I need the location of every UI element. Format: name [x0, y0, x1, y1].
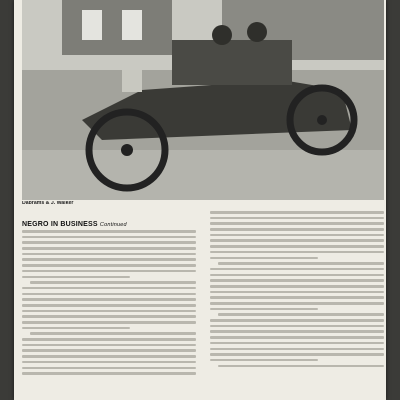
text-line-placeholder	[210, 336, 384, 339]
text-line-placeholder	[218, 365, 384, 368]
text-line-placeholder	[210, 217, 384, 220]
text-line-placeholder	[210, 353, 384, 356]
text-line-placeholder	[22, 236, 196, 239]
right-text-lines	[210, 211, 384, 367]
text-line-placeholder	[22, 315, 196, 318]
text-line-placeholder	[22, 310, 196, 313]
text-line-placeholder	[22, 344, 196, 347]
text-line-placeholder	[210, 302, 384, 305]
continued-label: Continued	[99, 222, 127, 228]
text-line-placeholder	[30, 332, 196, 335]
text-line-placeholder	[210, 268, 384, 271]
text-line-placeholder	[22, 276, 130, 279]
text-line-placeholder	[210, 211, 384, 214]
text-line-placeholder	[22, 372, 196, 375]
text-line-placeholder	[218, 262, 384, 265]
text-line-placeholder	[22, 321, 196, 324]
text-line-placeholder	[210, 359, 318, 362]
text-line-placeholder	[22, 253, 196, 256]
text-line-placeholder	[210, 296, 384, 299]
text-line-placeholder	[22, 355, 196, 358]
text-line-placeholder	[210, 308, 318, 311]
text-line-placeholder	[22, 247, 196, 250]
text-line-placeholder	[22, 287, 196, 290]
text-line-placeholder	[22, 258, 196, 261]
text-line-placeholder	[210, 325, 384, 328]
text-line-placeholder	[22, 304, 196, 307]
text-line-placeholder	[210, 274, 384, 277]
section-heading	[22, 221, 196, 228]
vintage-automobile-photo	[22, 0, 384, 200]
text-line-placeholder	[22, 264, 196, 267]
text-line-placeholder	[22, 367, 196, 370]
article-column-right	[210, 211, 384, 397]
text-line-placeholder	[22, 293, 196, 296]
text-line-placeholder	[210, 285, 384, 288]
text-line-placeholder	[22, 361, 196, 364]
text-line-placeholder	[22, 241, 196, 244]
text-line-placeholder	[210, 251, 384, 254]
text-line-placeholder	[210, 319, 384, 322]
left-text-lines	[22, 230, 196, 375]
text-line-placeholder	[22, 327, 130, 330]
text-line-placeholder	[210, 330, 384, 333]
caption-lead: Dabrams & J. Walker	[22, 201, 74, 206]
text-line-placeholder	[210, 348, 384, 351]
text-line-placeholder	[210, 257, 318, 260]
section-heading-text: NEGRO IN BUSINESS	[22, 221, 98, 228]
text-line-placeholder	[218, 313, 384, 316]
text-line-placeholder	[210, 342, 384, 345]
text-line-placeholder	[22, 338, 196, 341]
article-column-left	[22, 221, 196, 397]
text-line-placeholder	[22, 349, 196, 352]
text-line-placeholder	[210, 279, 384, 282]
text-line-placeholder	[210, 228, 384, 231]
text-line-placeholder	[22, 230, 196, 233]
text-line-placeholder	[210, 239, 384, 242]
text-line-placeholder	[210, 234, 384, 237]
text-line-placeholder	[30, 281, 196, 284]
text-line-placeholder	[22, 270, 196, 273]
magazine-page	[14, 0, 386, 400]
text-line-placeholder	[210, 291, 384, 294]
text-line-placeholder	[210, 245, 384, 248]
text-line-placeholder	[210, 222, 384, 225]
text-line-placeholder	[22, 298, 196, 301]
article-photo	[22, 0, 384, 200]
